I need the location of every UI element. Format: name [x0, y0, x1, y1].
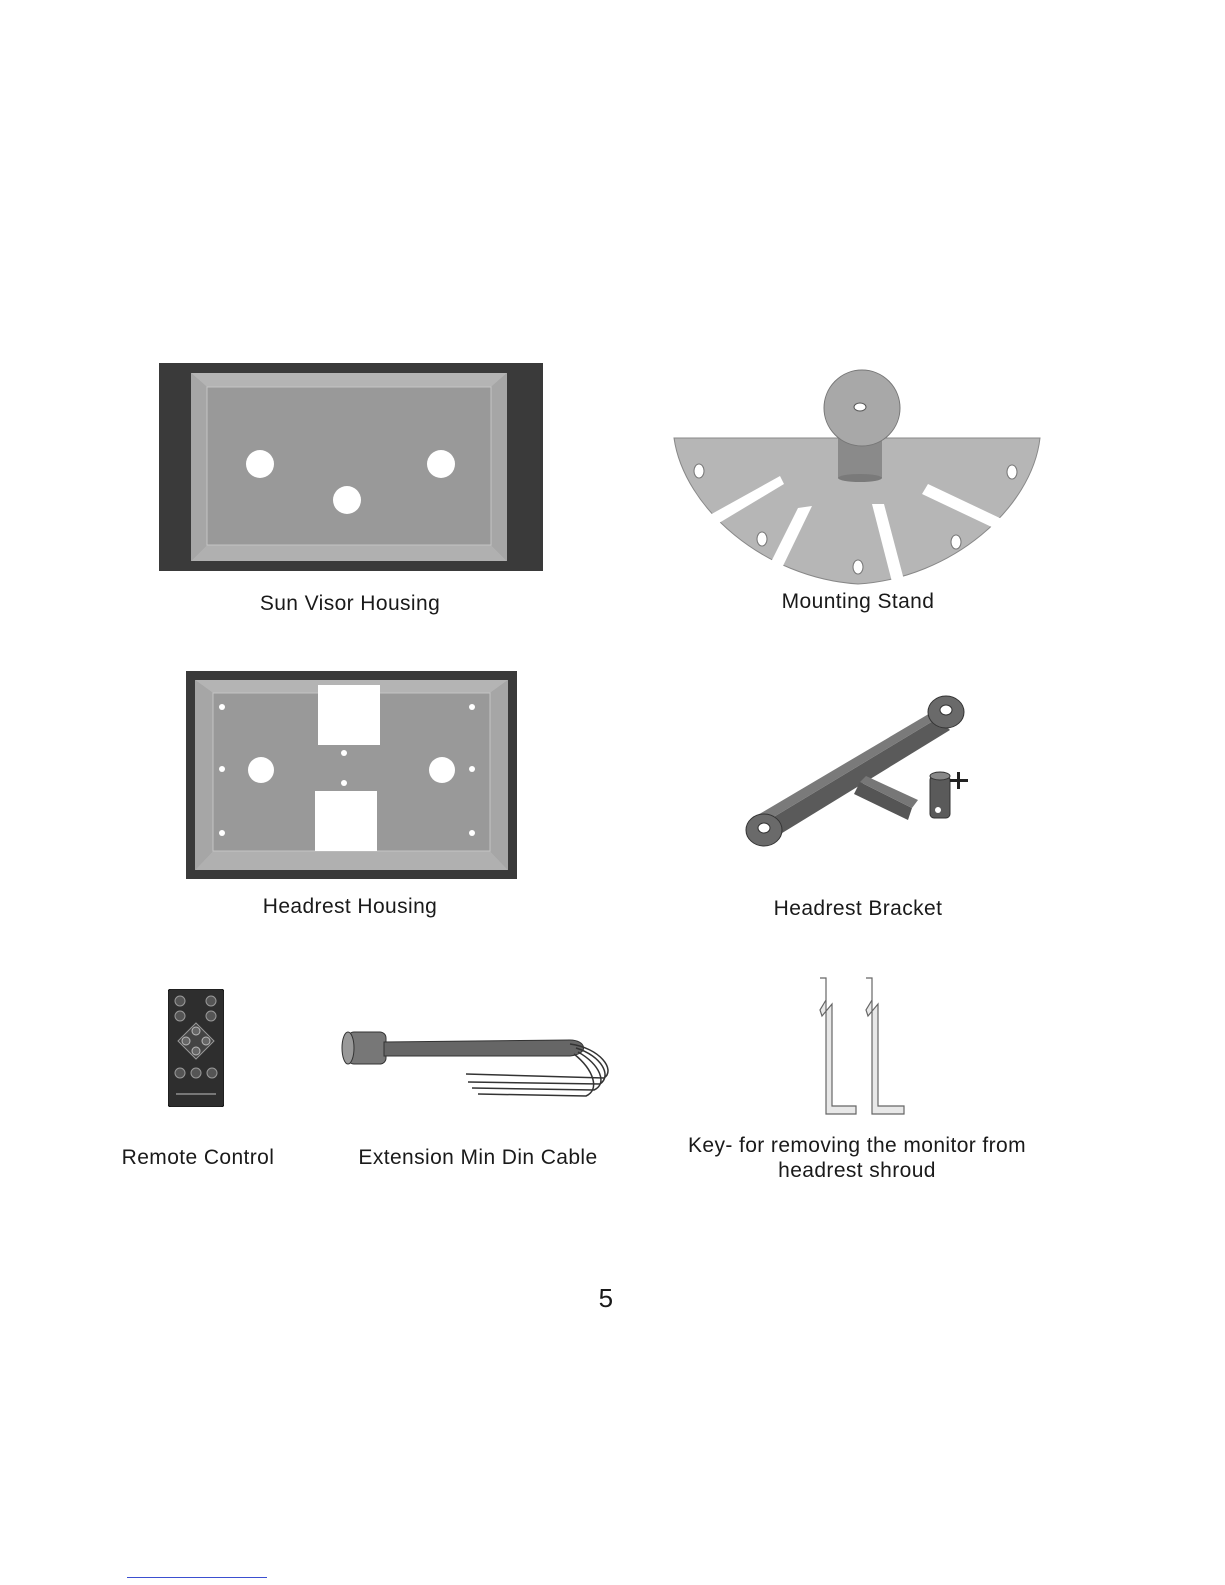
remote-control-illustration	[168, 989, 224, 1107]
sun-visor-housing-caption: Sun Visor Housing	[259, 592, 441, 615]
extension-cable-caption: Extension Min Din Cable	[358, 1146, 598, 1169]
extension-cable-illustration	[338, 1026, 618, 1098]
sun-visor-housing-illustration	[159, 363, 543, 571]
mounting-stand-caption: Mounting Stand	[781, 590, 935, 613]
headrest-housing-caption: Headrest Housing	[262, 895, 438, 918]
key-caption: Key- for removing the monitor from headrest shroud	[687, 1134, 1027, 1182]
page-number: 5	[598, 1283, 614, 1313]
key-illustration	[808, 976, 908, 1118]
headrest-housing-illustration	[186, 671, 517, 879]
headrest-bracket-illustration	[742, 690, 974, 858]
footer-rule	[127, 1577, 267, 1578]
remote-control-caption: Remote Control	[121, 1146, 275, 1169]
headrest-bracket-caption: Headrest Bracket	[773, 897, 943, 920]
mounting-stand-illustration	[672, 358, 1044, 590]
